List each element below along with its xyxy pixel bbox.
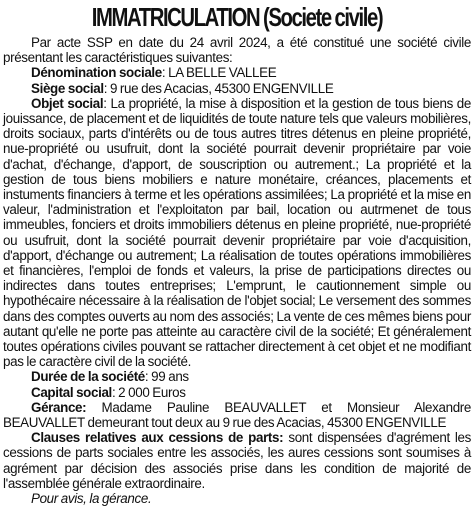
gerance-value: Madame Pauline BEAUVALLET et Monsieur Alexandre BEAUVALLET demeurant tout deux au 9 rue des Acacias, 45300 ENGENVILLE: [3, 399, 471, 431]
duree-value: : 99 ans: [144, 369, 189, 385]
denomination-value: : LA BELLE VALLEE: [161, 65, 277, 81]
closing-signature: Pour avis, la gérance.: [31, 491, 152, 506]
siege-label: Siège social: [31, 80, 104, 96]
notice-title: IMMATRICULATION (Societe civile): [91, 2, 383, 32]
denomination-label: Dénomination sociale: [31, 65, 162, 81]
capital-value: : 2 000 Euros: [111, 384, 186, 400]
capital-label: Capital social: [31, 384, 112, 400]
objet-value: : La propriété, la mise à disposition et la gestion de tous biens de jouissance, de placement et de liquidités de toute nature tels que valeurs mobilières, droits sociaux, parts d'intérêts ou de tous autres titres détenus en pleine propriété, nue-propriété ou usufruit, dont la société pourrait devenir propriétaire par voie d'achat, d'échange, d'apport, de souscription ou autrement.; La propriété et la gestion de tous biens mobiliers e nature monétaire, créances, placements et instuments financiers à terme et les opérations assimilées; La propriété et la mise en valeur, l'administration et l'exploitaton par bail, location ou autrmenet de tous immeubles, fonciers et droits immobiliers détenus en pleine propriété, nue-propriété ou usufruit, dont la société pourrait devenir propriétaire par voie d'acquisition, d'apport, d'échange ou autrement; La réalisation de toutes opérations immobilières et financières, l'emploi de fonds et valeurs, la prise de participations directes ou indirectes dans toutes entreprises; L'emprunt, le cautionnement simple ou hypothécaire nécessaire à la réalisation de l'objet social; Le versement des sommes dans des comptes ouverts au nom des associés; La vente de ces mêmes biens pour autant qu'elle ne porte pas atteinte au caractère civil de la société; Et généralement toutes opérations civiles pouvant se rattacher directement à cet objet et ne modifiant pas le caractère civil de la société.: [3, 95, 471, 370]
objet-paragraph: [3, 96, 471, 370]
capital-line: [3, 385, 471, 400]
siege-value: : 9 rue des Acacias, 45300 ENGENVILLE: [103, 80, 334, 96]
duree-line: [3, 369, 471, 384]
intro-paragraph: Par acte SSP en date du 24 avril 2024, a été constitué une société civile présentant les caractéristiques suivantes:: [3, 35, 471, 66]
siege-line: [3, 81, 471, 96]
duree-label: Durée de la société: [31, 369, 145, 385]
denomination-line: [3, 65, 471, 80]
clauses-value: sont dispensées d'agrément les cessions de parts sociales entre les associés, les aures cessions sont soumises à agrément par décision des associés prise dans les condition de majorité de l'assemblée générale extraordinaire.: [3, 430, 471, 491]
clauses-label: Clauses relatives aux cessions de parts:: [31, 430, 284, 446]
clauses-paragraph: [3, 430, 471, 491]
gerance-paragraph: [3, 400, 471, 430]
objet-label: Objet social: [31, 95, 104, 111]
gerance-label: Gérance:: [31, 399, 87, 415]
